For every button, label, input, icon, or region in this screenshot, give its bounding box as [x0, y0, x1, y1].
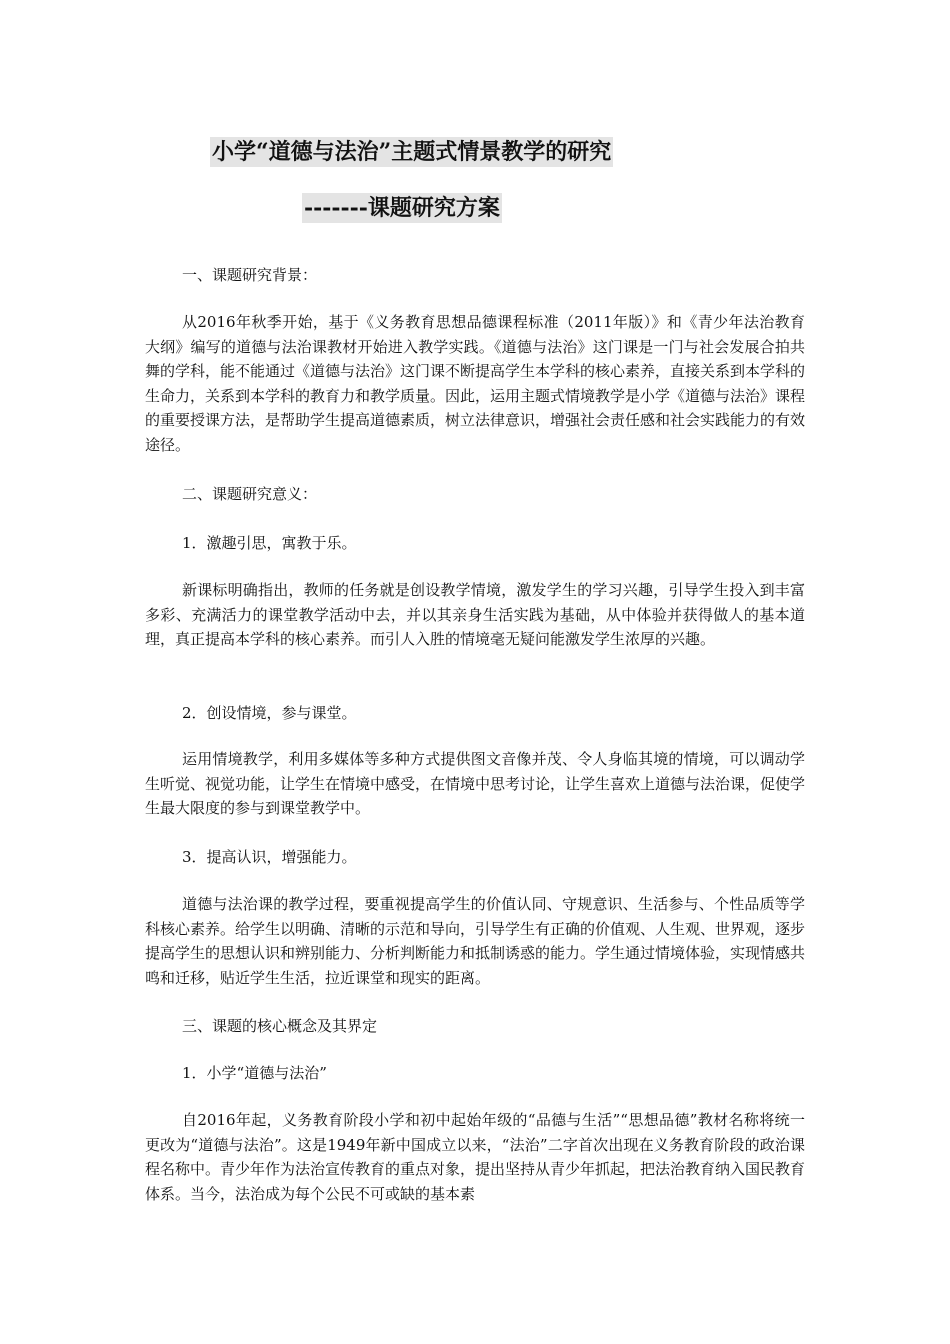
subheading-ability: 3．提高认识，增强能力。 [182, 848, 357, 866]
paragraph-morality-and-law: 自2016年起，义务教育阶段小学和初中起始年级的“品德与生活”“思想品德”教材名称将统一更改为“道德与法治”。这是1949年新中国成立以来，“法治”二字首次出现在义务教育阶段的政治课程名称中。青少年作为法治宣传教育的重点对象，提出坚持从青少年抓起，把法治教育纳入国民教育体系。当今，法治成为每个公民不可或缺的基本素 [145, 1111, 806, 1203]
subheading-situation: 2．创设情境，参与课堂。 [182, 704, 357, 722]
document-title: 小学“道德与法治”主题式情景教学的研究 [212, 139, 612, 165]
paragraph-ability: 道德与法治课的教学过程，要重视提高学生的价值认同、守规意识、生活参与、个性品质等学科核心素养。给学生以明确、清晰的示范和导向，引导学生有正确的价值观、人生观、世界观，逐步提高学生的思想认识和辨别能力、分析判断能力和抵制诱惑的能力。学生通过情境体验，实现情感共鸣和迁移，贴近学生生活，拉近课堂和现实的距离。 [145, 895, 806, 987]
paragraph-motivation: 新课标明确指出，教师的任务就是创设教学情境，激发学生的学习兴趣，引导学生投入到丰富多彩、充满活力的课堂教学活动中去，并以其亲身生活实践为基础，从中体验并获得做人的基本道理，真正提高本学科的核心素养。而引人入胜的情境毫无疑问能激发学生浓厚的兴趣。 [145, 581, 805, 649]
document-subtitle: -------课题研究方案 [304, 195, 500, 221]
paragraph-background: 从2016年秋季开始，基于《义务教育思想品德课程标准（2011年版）》和《青少年法治教育大纲》编写的道德与法治课教材开始进入教学实践。《道德与法治》这门课是一门与社会发展合拍共舞的学科，能不能通过《道德与法治》这门课不断提高学生本学科的核心素养，直接关系到本学科的生命力，关系到本学科的教育力和教学质量。因此，运用主题式情境教学是小学《道德与法治》课程的重要授课方法，是帮助学生提高道德素质，树立法律意识，增强社会责任感和社会实践能力的有效途径。 [145, 313, 806, 454]
paragraph-situation: 运用情境教学，利用多媒体等多种方式提供图文音像并茂、令人身临其境的情境，可以调动学生听觉、视觉功能，让学生在情境中感受，在情境中思考讨论，让学生喜欢上道德与法治课，促使学生最大限度的参与到课堂教学中。 [145, 750, 806, 818]
subheading-motivation: 1．激趣引思，寓教于乐。 [182, 534, 357, 552]
subheading-morality-and-law: 1．小学“道德与法治” [182, 1064, 327, 1082]
section-heading-background: 一、课题研究背景： [182, 266, 318, 284]
section-heading-core-concepts: 三、课题的核心概念及其界定 [182, 1017, 378, 1035]
section-heading-significance: 二、课题研究意义： [182, 485, 318, 503]
